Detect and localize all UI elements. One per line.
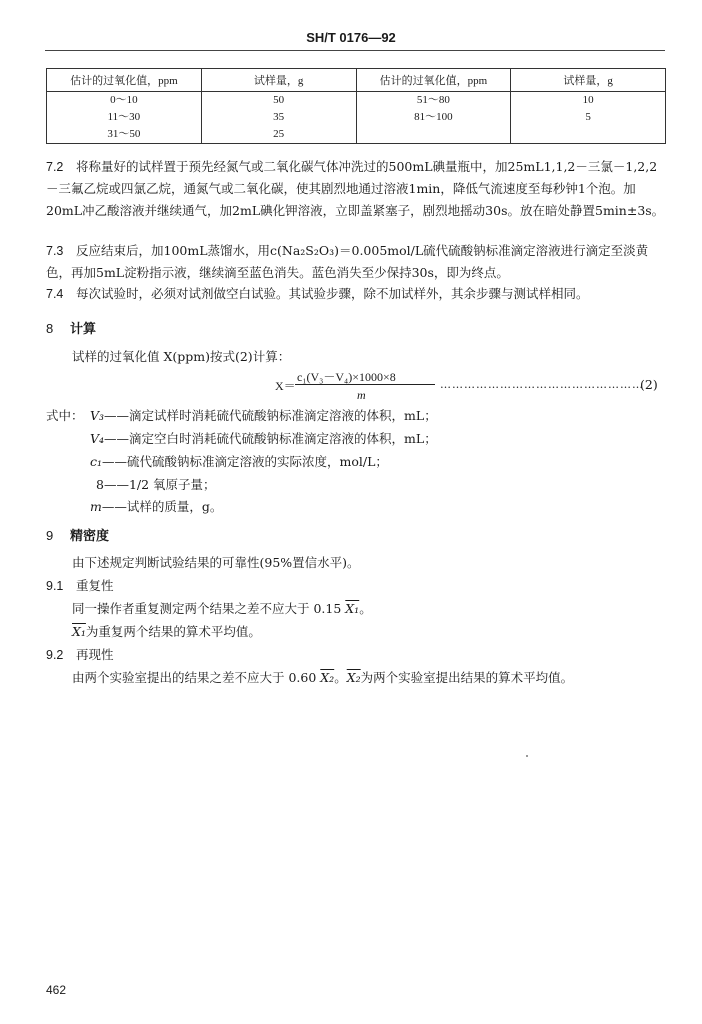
table-header-row: [47, 69, 666, 92]
variable-symbol: 8: [96, 477, 104, 492]
table-cell: 25: [201, 126, 356, 144]
variable-symbol: V₃: [90, 408, 105, 423]
punct: 。: [334, 670, 347, 685]
mean-symbol: X₂: [346, 670, 361, 685]
repeatability-text: 同一操作者重复测定两个结果之差不应大于 0.15: [72, 601, 346, 616]
subsection-title: 重复性: [76, 578, 114, 593]
sample-amount-table: [46, 68, 666, 144]
clause-7-4: [46, 283, 666, 305]
table-cell: 31～50: [47, 126, 202, 144]
header-divider: [45, 50, 665, 51]
clause-7-2: [46, 156, 666, 222]
table-cell: 11～30: [47, 109, 202, 126]
reproducibility-line: [72, 668, 573, 686]
variable-item: [96, 475, 216, 493]
clause-number: 7.2: [46, 160, 64, 174]
clause-text: 反应结束后，加100mL蒸馏水，用c(Na₂S₂O₃)＝0.005mol/L硫代硫酸钠标准滴定溶液进行滴定至淡黄色，再加5mL淀粉指示液，继续滴至蓝色消失。蓝色消失至少保持30s，即为终点。: [46, 243, 649, 280]
reproducibility-note-text: 为两个实验室提出结果的算术平均值。: [360, 670, 574, 685]
where-label: 式中：: [46, 408, 84, 423]
section-title: 计算: [70, 321, 97, 336]
variable-symbol: c₁: [90, 454, 103, 469]
table-header: 试样量，g: [201, 69, 356, 92]
equation-number: (2): [640, 377, 658, 392]
subsection-number: 9.1: [46, 579, 64, 593]
section-number: 8: [46, 321, 54, 336]
precision-intro: 由下述规定判断试验结果的可靠性(95%置信水平)。: [72, 555, 360, 570]
mean-symbol: X₁: [72, 624, 86, 639]
dot-leader: ……………………………………………: [440, 378, 644, 391]
fraction-bar: [295, 384, 435, 385]
table-cell: [356, 126, 511, 144]
table-header: 估计的过氧化值，ppm: [47, 69, 202, 92]
subsection-title: 再现性: [76, 647, 114, 662]
subsection-9-2-heading: [46, 645, 114, 663]
variable-desc: ——硫代硫酸钠标准滴定溶液的实际浓度，mol/L；: [102, 454, 388, 469]
clause-number: 7.3: [46, 244, 64, 258]
calc-intro: 试样的过氧化值 X(ppm)按式(2)计算：: [72, 349, 291, 364]
section-title: 精密度: [70, 528, 110, 543]
section-9-heading: [46, 525, 109, 544]
clause-7-3: [46, 240, 666, 284]
repeatability-note-text: 为重复两个结果的算术平均值。: [85, 624, 261, 639]
formula-denominator: m: [357, 388, 366, 402]
clause-number: 7.4: [46, 287, 64, 301]
subsection-number: 9.2: [46, 648, 64, 662]
scan-speck: [526, 755, 528, 757]
variable-desc: ——滴定试样时消耗硫代硫酸钠标准滴定溶液的体积，mL；: [104, 408, 437, 423]
repeatability-line: [72, 599, 372, 617]
clause-text: 将称量好的试样置于预先经氮气或二氧化碳气体冲洗过的500mL碘量瓶中，加25mL1,1,2－三氯－1,2,2－三氟乙烷或四氯乙烷，通氮气或二氧化碳，使其剧烈地通过溶液1min，降低气流速度至每秒钟1个泡。加20mL冲乙酸溶液并继续通气，加2mL碘化钾溶液，立即盖紧塞子，剧烈地摇动30s。放在暗处静置5min±3s。: [46, 159, 665, 218]
standard-code: SH/T 0176—92: [306, 30, 396, 45]
table-header: 估计的过氧化值，ppm: [356, 69, 511, 92]
variable-desc: ——1/2 氧原子量；: [103, 477, 216, 492]
table-cell: 51～80: [356, 92, 511, 110]
variable-item: [90, 406, 437, 424]
punct: 。: [359, 601, 372, 616]
table-cell: 5: [511, 109, 666, 126]
variable-item: [90, 429, 437, 447]
subsection-9-1-heading: [46, 576, 114, 594]
table-header: 试样量，g: [511, 69, 666, 92]
table-cell: [511, 126, 666, 144]
section-number: 9: [46, 528, 54, 543]
reproducibility-text: 由两个实验室提出的结果之差不应大于 0.60: [72, 670, 321, 685]
variable-desc: ——滴定空白时消耗硫代硫酸钠标准滴定溶液的体积，mL；: [104, 431, 437, 446]
mean-symbol: X₁: [345, 601, 360, 616]
table-row: [47, 126, 666, 144]
table-cell: 81～100: [356, 109, 511, 126]
formula-numerator: c₁(V₃－V₄)×1000×8: [297, 370, 396, 384]
repeatability-note: [72, 622, 261, 640]
table-cell: 35: [201, 109, 356, 126]
variable-symbol: m: [90, 499, 102, 514]
variable-symbol: V₄: [90, 431, 105, 446]
formula-lhs: X＝: [275, 379, 296, 393]
variable-desc: ——试样的质量，g。: [101, 499, 223, 514]
page-number: 462: [46, 983, 67, 997]
variable-item: [90, 452, 388, 470]
section-8-heading: [46, 318, 96, 337]
variable-item: [90, 497, 222, 515]
table-row: [47, 109, 666, 126]
clause-text: 每次试验时，必须对试剂做空白试验。其试验步骤，除不加试样外，其余步骤与测试样相同。: [76, 286, 589, 301]
table-row: [47, 92, 666, 110]
mean-symbol: X₂: [320, 670, 335, 685]
table-cell: 0～10: [47, 92, 202, 110]
table-cell: 10: [511, 92, 666, 110]
table-cell: 50: [201, 92, 356, 110]
